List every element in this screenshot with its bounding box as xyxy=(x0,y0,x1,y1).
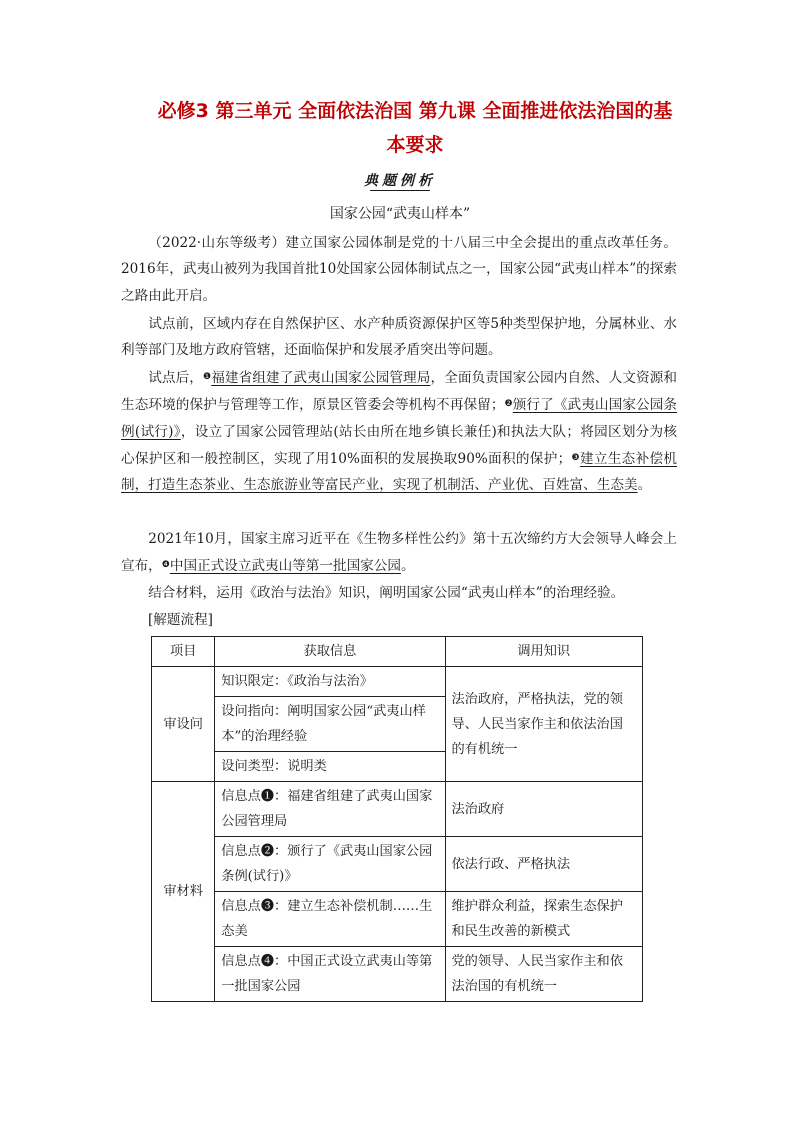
info-cell: 信息点❶：福建省组建了武夷山国家公园管理局 xyxy=(215,782,445,837)
info-cell: 设问指向：阐明国家公园“武夷山样本”的治理经验 xyxy=(215,697,445,752)
knowledge-cell: 维护群众利益，探索生态保护和民生改善的新模式 xyxy=(445,892,643,947)
solution-flow-table xyxy=(151,636,643,1002)
table-row xyxy=(152,667,643,697)
info-cell: 信息点❷：颁行了《武夷山国家公园条例(试行)》 xyxy=(215,837,445,892)
project-cell-question: 审设问 xyxy=(152,667,215,782)
paragraph-4-text-1: 2021年10月，国家主席习近平在《生物多样性公约》第十五次缔约方大会领导人峰会上宣布， xyxy=(121,531,677,575)
section-heading xyxy=(340,170,460,190)
table-row xyxy=(152,837,643,892)
info-point-3-marker: ❸ xyxy=(571,452,580,463)
material-title: 国家公园“武夷山样本” xyxy=(329,206,471,222)
paragraph-3-lead: 试点后， xyxy=(148,370,204,386)
table-row xyxy=(152,892,643,947)
table-header-row xyxy=(152,637,643,667)
paragraph-3-text-3: 。 xyxy=(637,477,652,494)
info-cell: 信息点❸：建立生态补偿机制……生态美 xyxy=(215,892,445,947)
solution-flow-label: [解题流程] xyxy=(148,612,213,628)
info-point-1-marker: ❶ xyxy=(203,372,212,382)
table-header-info: 获取信息 xyxy=(215,637,445,667)
table-row xyxy=(152,947,643,1002)
info-point-4-text: 中国正式设立武夷山等第一批国家公园 xyxy=(169,558,401,575)
info-point-1-text: 福建省组建了武夷山国家公园管理局 xyxy=(211,370,431,386)
knowledge-cell: 法治政府 xyxy=(445,782,643,837)
paragraph-2: 试点前，区域内存在自然保护区、水产种质资源保护区等5种类型保护地，分属林业、水利等部门及地方政府管辖，还面临保护和发展矛盾突出等问题。 xyxy=(121,316,677,359)
page-title-line-1: 必修3 第三单元 全面依法治国 第九课 全面推进依法治国的基 xyxy=(157,100,673,122)
info-point-2-marker: ❷ xyxy=(504,399,513,410)
project-cell-material: 审材料 xyxy=(152,782,215,1002)
section-heading-text: 典题例析 xyxy=(364,173,436,189)
section-heading-underline xyxy=(370,190,430,191)
paragraph-4-text-2: 。 xyxy=(400,558,415,575)
question-prompt: 结合材料，运用《政治与法治》知识，阐明国家公园“武夷山样本”的治理经验。 xyxy=(148,585,625,601)
knowledge-cell: 法治政府，严格执法，党的领导、人民当家作主和依法治国的有机统一 xyxy=(445,667,643,782)
table-header-project: 项目 xyxy=(152,637,215,667)
info-cell: 信息点❹：中国正式设立武夷山等第一批国家公园 xyxy=(215,947,445,1002)
info-point-2-text: 颁行了《武夷山国家公园条例(试行)》 xyxy=(121,397,678,440)
paragraph-4 xyxy=(121,526,677,580)
info-point-4-marker: ❹ xyxy=(161,560,170,571)
table-row xyxy=(152,782,643,837)
paragraph-3 xyxy=(121,364,677,498)
info-cell: 设问类型：说明类 xyxy=(215,752,445,782)
paragraph-3-text-2: ，设立了国家公园管理站(站长由所在地乡镇长兼任)和执法大队；将园区划分为核心保护区和一般控制区，实现了用10%面积的发展换取90%面积的保护； xyxy=(121,423,678,467)
knowledge-cell: 依法行政、严格执法 xyxy=(445,837,643,892)
paragraph-3-text-1: ，全面负责国家公园内自然、人文资源和生态环境的保护与管理等工作，原景区管委会等机构不再保留； xyxy=(121,370,678,414)
paragraph-1: （2022·山东等级考）建立国家公园体制是党的十八届三中全会提出的重点改革任务。2016年，武夷山被列为我国首批10处国家公园体制试点之一，国家公园“武夷山样本”的探索之路由此开启。 xyxy=(121,235,677,304)
info-cell: 知识限定：《政治与法治》 xyxy=(215,667,445,697)
table-header-knowledge: 调用知识 xyxy=(445,637,643,667)
knowledge-cell: 党的领导、人民当家作主和依法治国的有机统一 xyxy=(445,947,643,1002)
page-title-line-2: 本要求 xyxy=(386,134,444,156)
info-point-3-text: 建立生态补偿机制，打造生态茶业、生态旅游业等富民产业，实现了机制活、产业优、百姓富、生态美 xyxy=(121,450,677,494)
